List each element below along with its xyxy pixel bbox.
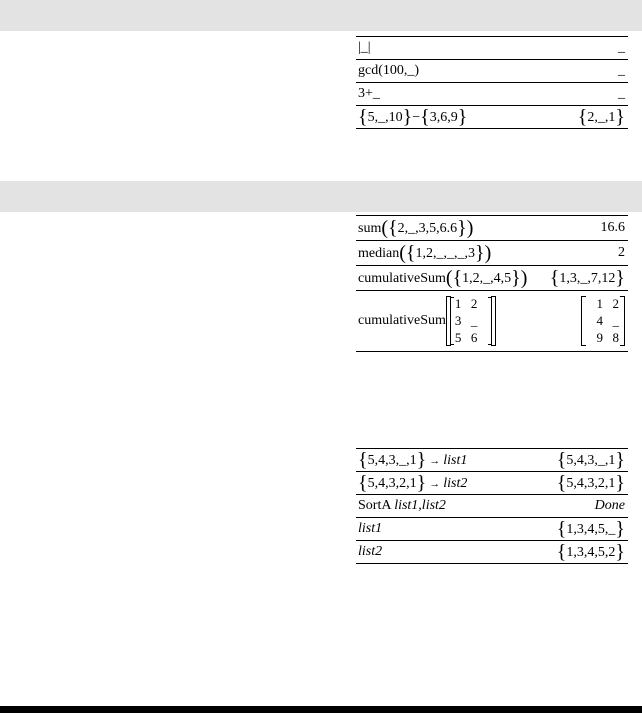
table-row [356, 266, 628, 291]
output-cell: {1,3,_,7,12} [542, 266, 628, 291]
output-cell: {1,3,4,5,2} [522, 541, 628, 564]
table-row [356, 518, 628, 541]
example-table-sorta [356, 448, 628, 564]
table-row [356, 60, 628, 83]
example-table-list-functions [356, 215, 628, 352]
section-header-band [0, 0, 642, 31]
table-row [356, 472, 628, 495]
table-row [356, 291, 628, 352]
input-cell: |_| [356, 37, 543, 60]
output-matrix: 1 2 4 _ 9 8 [581, 296, 625, 346]
output-cell: 2 [542, 241, 628, 266]
input-cell: {5,_,10}−{3,6,9} [356, 106, 543, 129]
input-cell: 3+_ [356, 83, 543, 106]
input-cell: gcd(100,_) [356, 60, 543, 83]
input-cell: {5,4,3,_,1} → list1 [356, 449, 522, 472]
output-cell [542, 291, 628, 352]
section-header-band [0, 181, 642, 212]
input-cell: cumulativeSum 1 2 3 _ 5 6 [356, 291, 542, 352]
table-row [356, 216, 628, 241]
input-cell: list1 [356, 518, 522, 541]
table-row [356, 449, 628, 472]
table-row [356, 495, 628, 518]
output-cell: _ [543, 60, 628, 83]
input-cell: list2 [356, 541, 522, 564]
output-cell: 16.6 [542, 216, 628, 241]
output-cell: _ [543, 83, 628, 106]
input-cell: sum({2,_,3,5,6.6}) [356, 216, 542, 241]
output-cell: Done [522, 495, 628, 518]
input-cell: median({1,2,_,_,_,3}) [356, 241, 542, 266]
table-row [356, 241, 628, 266]
table-row [356, 83, 628, 106]
input-cell: {5,4,3,2,1} → list2 [356, 472, 522, 495]
table-row [356, 106, 628, 129]
output-cell: {1,3,4,5,_} [522, 518, 628, 541]
output-cell: {5,4,3,_,1} [522, 449, 628, 472]
output-cell: {2,_,1} [543, 106, 628, 129]
page-bottom-rule [0, 706, 642, 713]
table-row [356, 37, 628, 60]
output-cell: _ [543, 37, 628, 60]
table-row [356, 541, 628, 564]
example-table-void-operations [356, 36, 628, 129]
input-cell: cumulativeSum({1,2,_,4,5}) [356, 266, 542, 291]
input-matrix: 1 2 3 _ 5 6 [446, 296, 496, 346]
input-cell: SortA list1,list2 [356, 495, 522, 518]
output-cell: {5,4,3,2,1} [522, 472, 628, 495]
